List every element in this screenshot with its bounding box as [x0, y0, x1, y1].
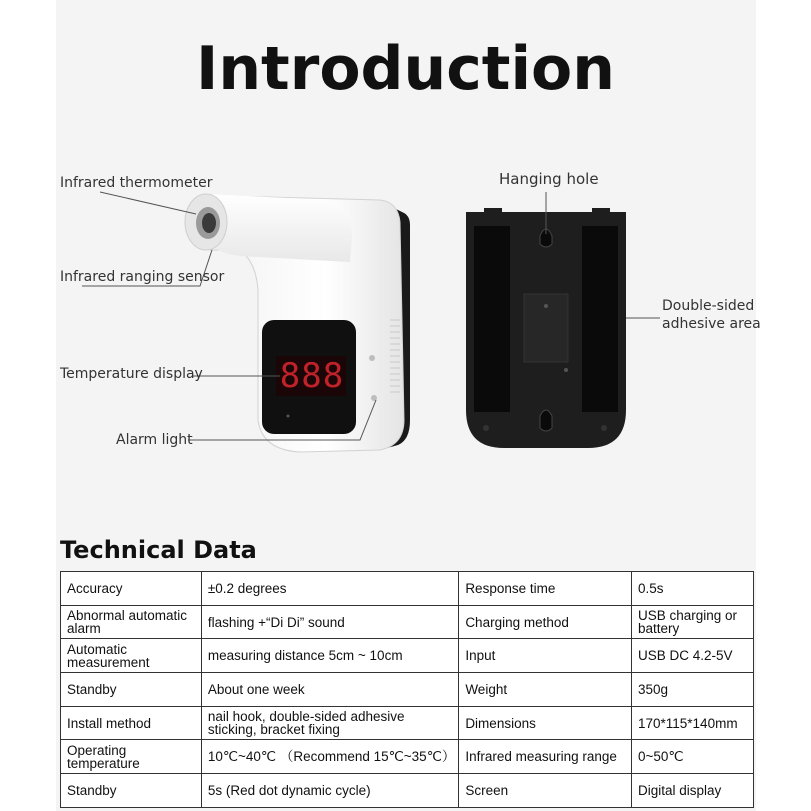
spec-value-cell: 0.5s [632, 572, 754, 606]
spec-value-cell: 10℃~40℃ （Recommend 15℃~35℃） [201, 740, 458, 774]
spec-value-cell: Digital display [632, 774, 754, 808]
spec-label-cell: Operating temperature [61, 740, 202, 774]
label-temperature-display: Temperature display [60, 366, 203, 382]
spec-label-cell: Screen [459, 774, 632, 808]
spec-label-cell: Automatic measurement [61, 639, 202, 673]
label-adhesive-line1: Double-sided [662, 298, 755, 314]
spec-value-cell: nail hook, double-sided adhesive sticking, bracket fixing [201, 706, 458, 740]
spec-label-cell: Standby [61, 673, 202, 707]
spec-label-cell: Dimensions [459, 706, 632, 740]
spec-value-cell: measuring distance 5cm ~ 10cm [201, 639, 458, 673]
spec-label-cell: Install method [61, 706, 202, 740]
spec-label-cell: Accuracy [61, 572, 202, 606]
spec-value-cell: 170*115*140mm [632, 706, 754, 740]
adhesive-pad-left [474, 226, 510, 412]
label-hanging-hole: Hanging hole [499, 170, 599, 188]
table-row [61, 572, 754, 606]
page-title: Introduction [196, 34, 615, 104]
spec-label-cell: Standby [61, 774, 202, 808]
spec-label-cell: Charging method [459, 605, 632, 639]
adhesive-pad-right [582, 226, 618, 412]
spec-label-cell: Input [459, 639, 632, 673]
spec-label-cell: Infrared measuring range [459, 740, 632, 774]
spec-value-cell: About one week [201, 673, 458, 707]
label-infrared-ranging-sensor: Infrared ranging sensor [60, 269, 225, 285]
table-row [61, 673, 754, 707]
spec-value-cell: 0~50℃ [632, 740, 754, 774]
label-infrared-thermometer: Infrared thermometer [60, 175, 213, 191]
technical-data-table [60, 571, 754, 808]
label-alarm-light: Alarm light [116, 432, 193, 448]
technical-data-heading: Technical Data [60, 536, 257, 564]
spec-value-cell: 5s (Red dot dynamic cycle) [201, 774, 458, 808]
spec-value-cell: flashing +“Di Di” sound [201, 605, 458, 639]
table-row [61, 605, 754, 639]
table-row [61, 740, 754, 774]
table-row [61, 774, 754, 808]
label-adhesive-line2: adhesive area [662, 316, 761, 332]
table-row [61, 706, 754, 740]
spec-label-cell: Response time [459, 572, 632, 606]
spec-label-cell: Abnormal automatic alarm [61, 605, 202, 639]
spec-value-cell: 350g [632, 673, 754, 707]
temperature-digits: 888 [279, 356, 345, 396]
spec-label-cell: Weight [459, 673, 632, 707]
spec-value-cell: ±0.2 degrees [201, 572, 458, 606]
spec-value-cell: USB DC 4.2-5V [632, 639, 754, 673]
table-row [61, 639, 754, 673]
spec-value-cell: USB charging or battery [632, 605, 754, 639]
